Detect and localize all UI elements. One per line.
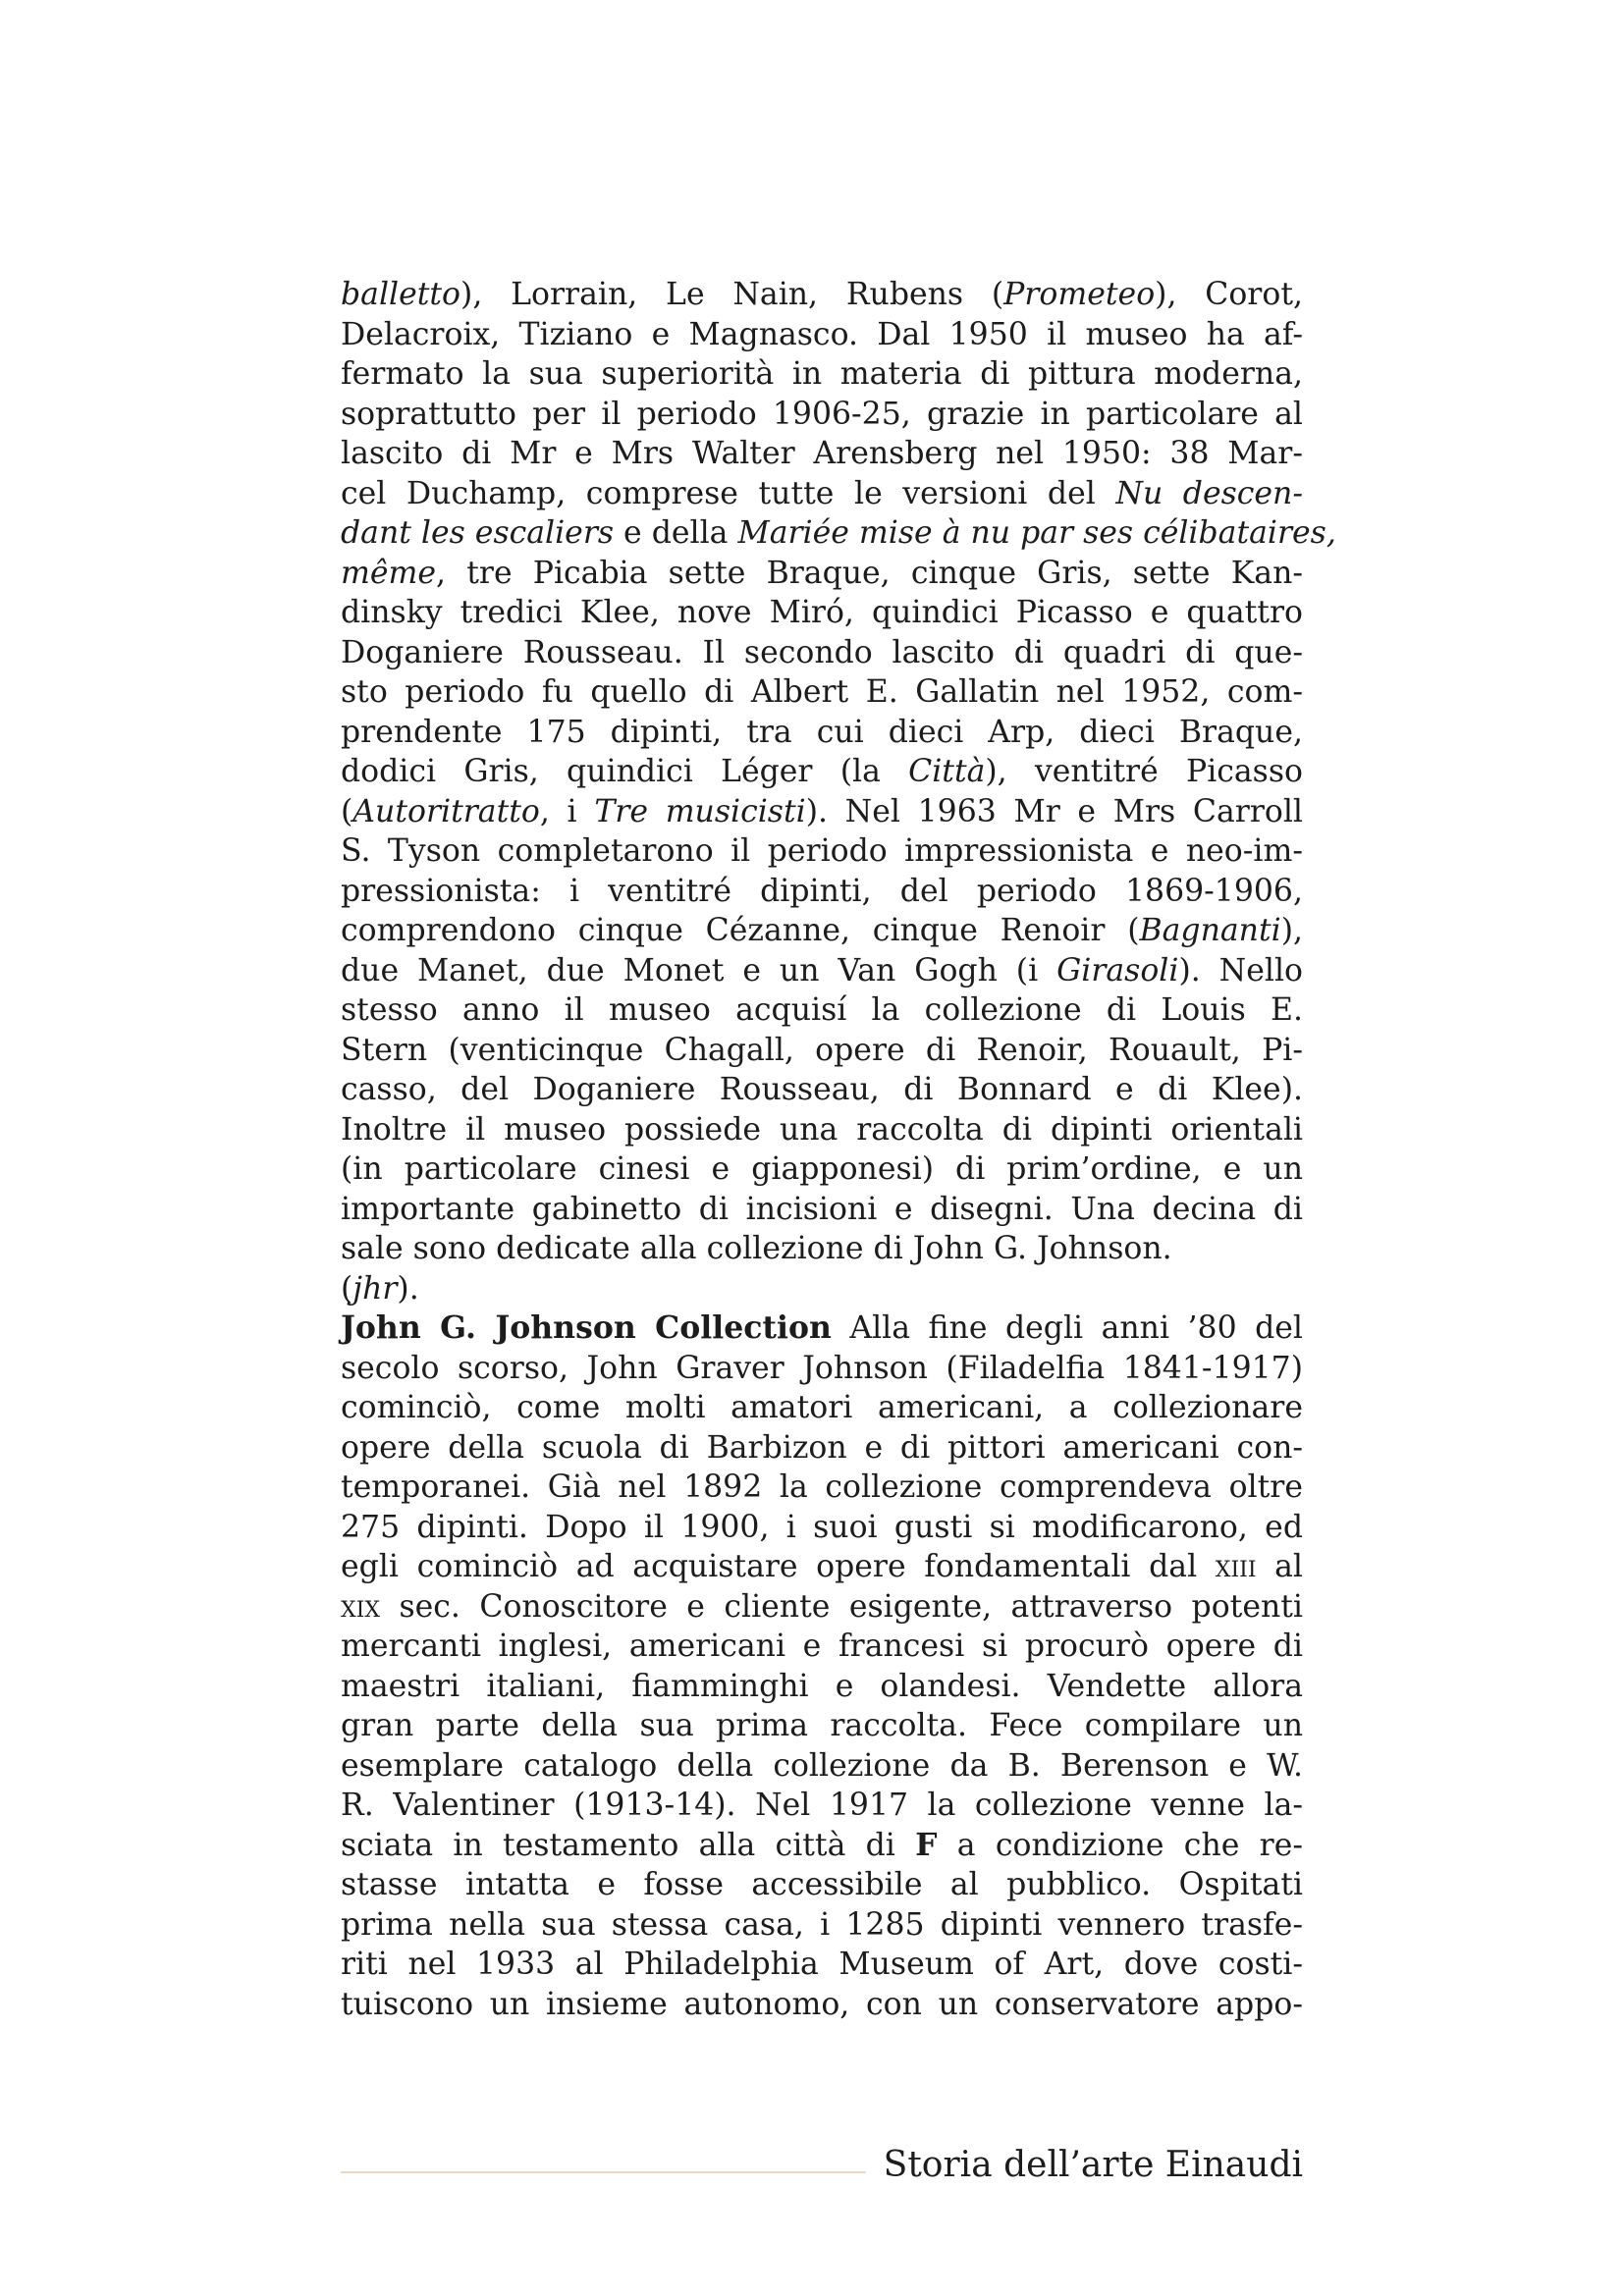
text-run: tuiscono un insieme autonomo, con un conservatore appo- [341,1986,1303,2022]
text-run: ), ventitré Picasso [985,754,1303,789]
text-line [341,354,1303,395]
text-run: , tre Picabia sette Braque, cinque Gris, sette Kan- [436,555,1303,591]
text-run: mercanti inglesi, americani e francesi si procurò opere di [341,1629,1303,1664]
italic-run: jhr [352,1270,398,1307]
text-run: gran parte della sua prima raccolta. Fece compilare un [341,1708,1303,1743]
italic-run: dant les escaliers [341,515,615,551]
text-run: lascito di Mr e Mrs Walter Arensberg nel 1950: 38 Mar- [341,436,1303,471]
text-line [341,1269,1303,1309]
text-run: Stern (venticinque Chagall, opere di Renoir, Rouault, Pi- [341,1032,1303,1068]
text-line [341,1627,1303,1667]
text-line [341,1706,1303,1746]
text-run: casso, del Doganiere Rousseau, di Bonnard e di Klee). [341,1072,1303,1107]
text-run: al [1256,1549,1303,1584]
text-run: sale sono dedicate alla collezione di John G. Johnson. [341,1231,1172,1266]
text-run: riti nel 1933 al Philadelphia Museum of Art, dove costi- [341,1947,1303,1982]
text-line [341,633,1303,673]
text-run: egli cominciò ad acquistare opere fondamentali dal [341,1549,1216,1584]
text-run: S. Tyson completarono il periodo impressionista e neo-im- [341,833,1303,869]
text-run: comprendono cinque Cézanne, cinque Renoir ( [341,913,1140,948]
text-run: stesso anno il museo acquisí la collezione di Louis E. [341,992,1303,1028]
italic-run: même [341,555,437,591]
text-run: dodici Gris, quindici Léger (la [341,754,909,789]
text-line [341,1865,1303,1905]
text-line [341,1667,1303,1707]
text-run: maestri italiani, fiamminghi e olandesi. Vendette allora [341,1668,1303,1704]
text-line [341,1786,1303,1826]
text-run: Delacroix, Tiziano e Magnasco. Dal 1950 il museo ha af- [341,316,1303,352]
text-run: pressionista: i ventitré dipinti, del periodo 1869-1906, [341,873,1303,909]
text-run: ). Nello [1178,952,1304,988]
italic-run: Nu descen- [1115,475,1303,511]
footer-text: Storia dell’arte Einaudi [883,2145,1303,2185]
italic-run: Girasoli [1056,952,1179,988]
text-line [341,1985,1303,2025]
text-line [341,752,1303,792]
text-line [341,513,1336,554]
text-line [341,1349,1303,1389]
text-line [341,1746,1303,1787]
text-line [341,1468,1303,1508]
text-line [341,1428,1303,1468]
text-line [341,1905,1303,1946]
bold-run: F [915,1826,938,1863]
text-line [341,1388,1303,1428]
text-run: due Manet, due Monet e un Van Gogh (i [341,952,1057,988]
italic-run: Autoritratto [352,793,540,829]
text-run: Alla fine degli anni ’80 del [831,1310,1303,1346]
text-line [341,872,1303,912]
text-line [341,1149,1303,1190]
text-run: opere della scuola di Barbizon e di pittori americani con- [341,1429,1303,1466]
text-line [341,1110,1303,1150]
italic-run: Prometeo [1003,277,1156,312]
text-run: , i [539,793,595,829]
text-line [341,831,1303,872]
body-text [341,275,1336,2024]
text-run: dinsky tredici Klee, nove Miró, quindici Picasso e quattro [341,595,1303,630]
text-run: fermato la sua superiorità in materia di pittura moderna, [341,356,1303,392]
text-line [341,990,1303,1031]
text-line [341,1031,1303,1071]
text-run: ). Nel 1963 Mr e Mrs Carroll [805,793,1303,829]
text-line [341,672,1303,713]
text-line [341,1945,1303,1985]
text-line [341,434,1303,474]
text-run: prima nella sua stessa casa, i 1285 dipinti vennero trasfe- [341,1906,1303,1943]
text-run: cel Duchamp, comprese tutte le versioni del [341,475,1116,511]
text-line [341,474,1303,514]
text-run: ( [341,793,353,829]
text-run: sec. Conoscitore e cliente esigente, attraverso potenti [380,1588,1303,1625]
italic-run: Città [908,754,986,789]
text-line [341,395,1303,435]
text-run: sto periodo fu quello di Albert E. Gallatin nel 1952, com- [341,674,1303,710]
text-run: cominciò, come molti amatori americani, a collezionare [341,1390,1303,1425]
text-line [341,315,1303,355]
italic-run: Mariée mise à nu par ses célibataires, [737,515,1336,551]
italic-run: Bagnanti [1139,913,1281,948]
footer-rule [341,2171,866,2173]
text-run: (in particolare cinesi e giapponesi) di prim’ordine, e un [341,1151,1303,1187]
text-run: R. Valentiner (1913-14). Nel 1917 la collezione venne la- [341,1788,1303,1823]
small-caps-run: xix [341,1588,381,1625]
text-line [341,1070,1303,1110]
text-run: ), Lorrain, Le Nain, Rubens ( [460,277,1004,312]
text-line [341,593,1303,633]
text-line [341,951,1303,991]
text-run: sciata in testamento alla città di [341,1827,916,1863]
text-run: temporanei. Già nel 1892 la collezione comprendeva oltre [341,1469,1303,1505]
text-line [341,1508,1303,1548]
text-run: prendente 175 dipinti, tra cui dieci Arp, dieci Braque, [341,714,1303,750]
text-run: stasse intatta e fosse accessibile al pubblico. Ospitati [341,1867,1303,1902]
text-line [341,1826,1303,1866]
text-run: Inoltre il museo possiede una raccolta di dipinti orientali [341,1111,1303,1148]
text-run: secolo scorso, John Graver Johnson (Filadelfia 1841-1917) [341,1350,1303,1386]
text-line [341,713,1303,753]
text-run: ( [341,1270,353,1307]
text-line [341,1547,1303,1587]
italic-run: Tre musicisti [594,793,806,829]
small-caps-run: xiii [1215,1549,1257,1584]
italic-run: balletto [341,277,461,312]
text-run: a condizione che re- [937,1827,1303,1863]
text-line [341,1587,1303,1628]
text-line [341,792,1303,832]
text-run: ), [1280,913,1303,948]
text-run: e della [614,515,738,551]
text-run: soprattutto per il periodo 1906-25, grazie in particolare al [341,396,1303,432]
text-line [341,554,1303,594]
text-line [341,911,1303,951]
bold-run: John G. Johnson Collection [341,1309,832,1346]
text-line [341,275,1303,315]
text-line [341,1190,1303,1230]
text-run: ), Corot, [1155,277,1304,312]
text-run: Doganiere Rousseau. Il secondo lascito di quadri di que- [341,634,1303,670]
text-run: esemplare catalogo della collezione da B. Berenson e W. [341,1747,1303,1784]
text-line [341,1308,1303,1349]
text-run: importante gabinetto di incisioni e disegni. Una decina di [341,1191,1303,1227]
text-run: ). [397,1270,419,1307]
text-run: 275 dipinti. Dopo il 1900, i suoi gusti si modificarono, ed [341,1509,1303,1545]
text-line [341,1229,1303,1269]
